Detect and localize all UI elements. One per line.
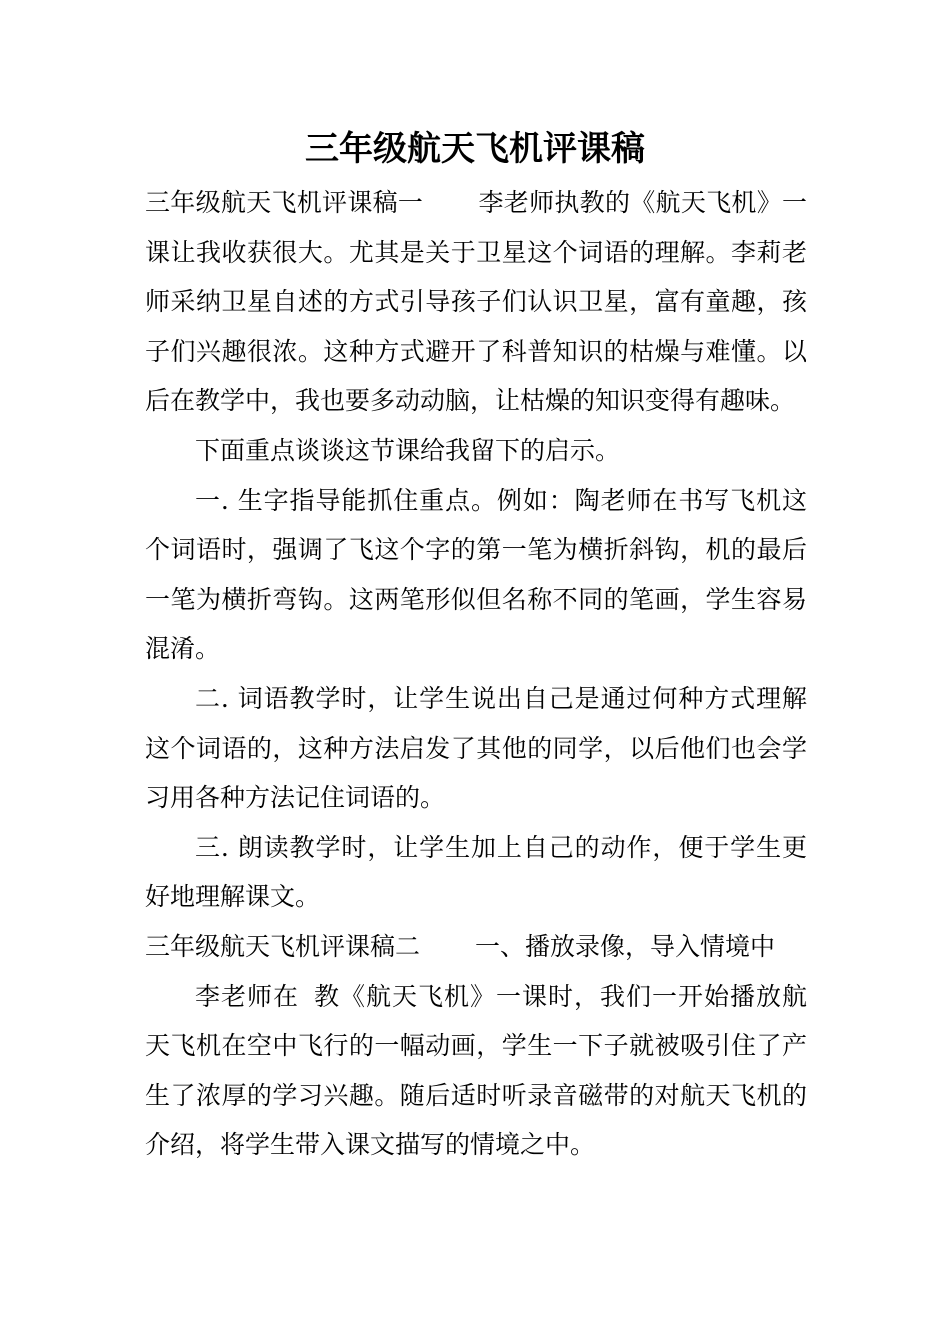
paragraph-7 <box>145 972 807 1170</box>
paragraph-5: 三. 朗读教学时，让学生加上自己的动作，便于学生更好地理解课文。 <box>145 832 807 912</box>
paragraph-2: 下面重点谈谈这节课给我留下的启示。 <box>195 435 621 465</box>
paragraph-6 <box>145 922 807 972</box>
paragraph-6-text: 一、播放录像，导入情境中 <box>475 931 776 961</box>
document-title: 三年级航天飞机评课稿 <box>305 129 645 169</box>
paragraph-3: 一. 生字指导能抓住重点。例如：陶老师在书写飞机这个词语时，强调了飞这个字的第一笔为横折斜钩，机的最后一笔为横折弯钩。这两笔形似但名称不同的笔画，学生容易混淆。 <box>145 485 807 664</box>
section-1-heading: 三年级航天飞机评课稿一 <box>145 188 424 217</box>
document-body <box>145 178 807 1170</box>
paragraph-7-lead: 李老师在 <box>195 981 299 1011</box>
paragraph-7-text: 教《航天飞机》一课时，我们一开始播放航天飞机在空中飞行的一幅动画，学生一下子就被吸引住了产生了浓厚的学习兴趣。随后适时听录音磁带的对航天飞机的介绍，将学生带入课文描写的情境之中。 <box>145 981 807 1160</box>
paragraph-1 <box>145 178 807 426</box>
paragraph-4: 二. 词语教学时，让学生说出自己是通过何种方式理解这个词语的，这种方法启发了其他的同学，以后他们也会学习用各种方法记住词语的。 <box>145 683 807 813</box>
section-2-heading: 三年级航天飞机评课稿二 <box>145 931 421 961</box>
paragraph-1-text: 李老师执教的《航天飞机》一课让我收获很大。尤其是关于卫星这个词语的理解。李莉老师采纳卫星自述的方式引导孩子们认识卫星，富有童趣，孩子们兴趣很浓。这种方式避开了科普知识的枯燥与难懂。以后在教学中，我也要多动动脑，让枯燥的知识变得有趣味。 <box>145 188 807 416</box>
